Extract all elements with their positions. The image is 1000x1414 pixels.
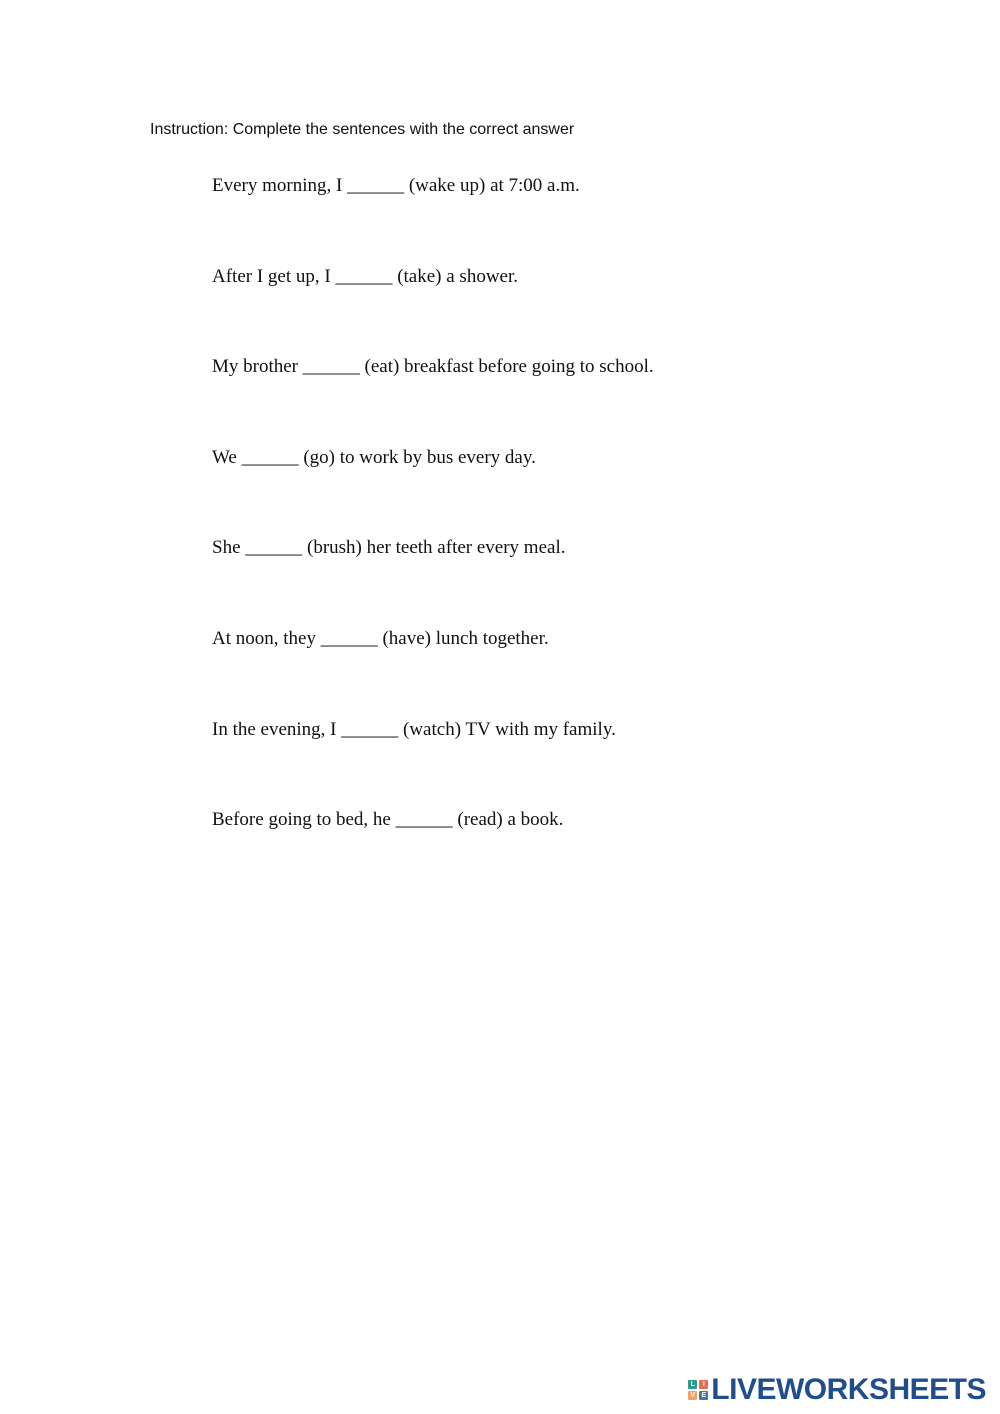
logo-mark-tile: V: [688, 1391, 697, 1400]
sentence-5: She ______ (brush) her teeth after every meal.: [212, 537, 566, 558]
logo-mark-tile: I: [699, 1380, 708, 1389]
sentence-2: After I get up, I ______ (take) a shower.: [212, 266, 519, 287]
sentence-6: At noon, they ______ (have) lunch together.: [212, 628, 549, 649]
liveworksheets-logo: [688, 1372, 986, 1408]
sentence-7: In the evening, I ______ (watch) TV with my family.: [212, 719, 616, 740]
sentence-8: Before going to bed, he ______ (read) a book.: [212, 809, 564, 830]
instruction-text: Instruction: Complete the sentences with the correct answer: [150, 121, 575, 138]
sentence-3: My brother ______ (eat) breakfast before going to school.: [212, 356, 654, 377]
sentence-1: Every morning, I ______ (wake up) at 7:00 a.m.: [212, 175, 580, 196]
logo-mark-icon: [688, 1380, 708, 1400]
logo-mark-tile: L: [688, 1380, 697, 1389]
logo-text: LIVEWORKSHEETS: [711, 1373, 986, 1406]
sentence-4: We ______ (go) to work by bus every day.: [212, 447, 536, 468]
logo-mark-tile: E: [699, 1391, 708, 1400]
